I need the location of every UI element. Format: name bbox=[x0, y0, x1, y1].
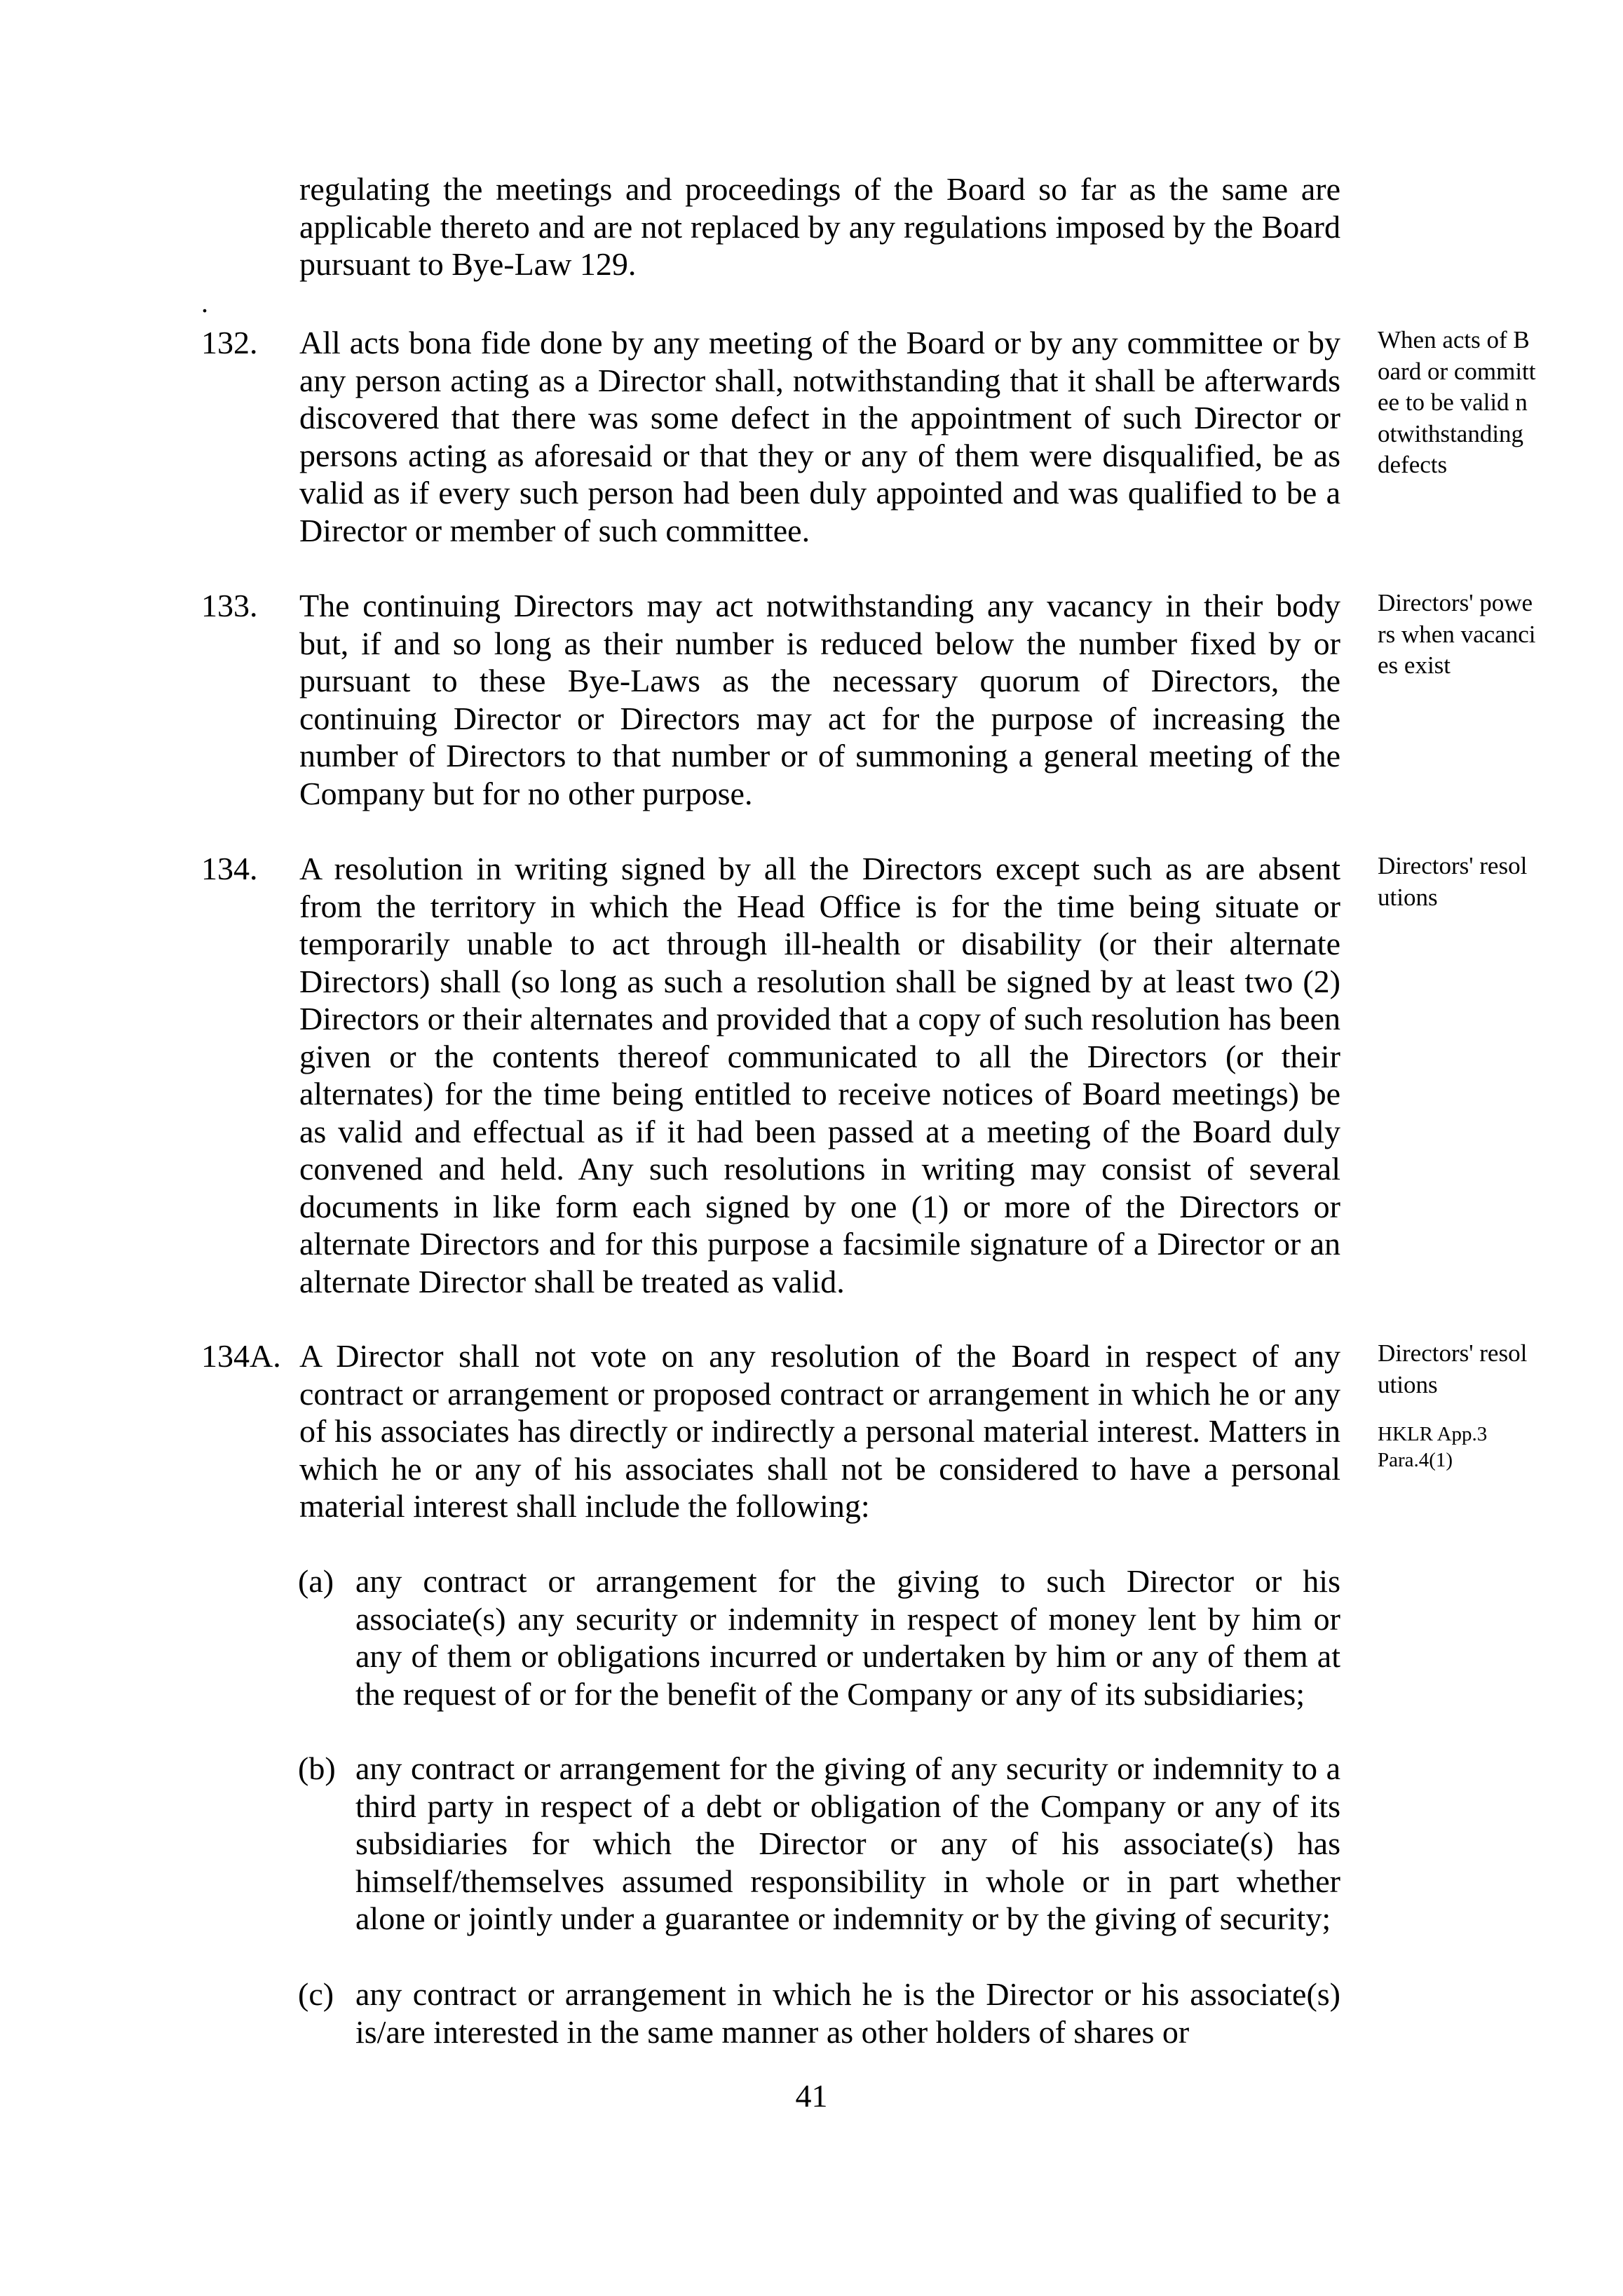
continuation-paragraph: regulating the meetings and proceedings of the Board so far as the same are applicable thereto and are not replaced by any regulations imposed by the Board pursuant to Bye-Law 129. bbox=[299, 171, 1340, 282]
clause-number-132: 132. bbox=[201, 325, 258, 360]
subclause-text-c: any contract or arrangement in which he is the Director or his associate(s) is/are interested in the same manner as other holders of shares or bbox=[355, 1976, 1340, 2050]
clause-number-134a: 134A. bbox=[201, 1338, 281, 1374]
subclause-label-b: (b) bbox=[298, 1750, 336, 1786]
clause-text-134: A resolution in writing signed by all the Directors except such as are absent from the territory in which the Head Office is for the time being situate or temporarily unable to act through ill-health or disability (or their alternate Directors) shall (so long as such a resolution shall be signed by at least two (2) Directors or their alternates and provided that a copy of such resolution has been given or the contents thereof communicated to all the Directors (or their alternates) for the time being entitled to receive notices of Board meetings) be as valid and effectual as if it had been passed at a meeting of the Board duly convened and held. Any such resolutions in writing may consist of several documents in like form each signed by one (1) or more of the Directors or alternate Directors and for this purpose a facsimile signature of a Director or an alternate Director shall be treated as valid. bbox=[299, 851, 1340, 1299]
margin-note-132: When acts of Board or committee to be valid notwithstanding defects bbox=[1378, 326, 1536, 478]
subclause-label-c: (c) bbox=[298, 1976, 334, 2012]
clause-number-133: 133. bbox=[201, 588, 258, 623]
subclause-label-a: (a) bbox=[298, 1563, 334, 1599]
clause-text-134a: A Director shall not vote on any resolution of the Board in respect of any contract or arrangement or proposed contract or arrangement in which he or any of his associates has directly or indirectly a personal material interest. Matters in which he or any of his associates shall not be considered to have a personal material interest shall include the following: bbox=[299, 1338, 1340, 1524]
clause-number-134: 134. bbox=[201, 851, 258, 886]
clause-text-133: The continuing Directors may act notwithstanding any vacancy in their body but, if and so long as their number is reduced below the number fixed by or pursuant to these Bye-Laws as the necessary quorum of Directors, the continuing Director or Directors may act for the purpose of increasing the number of Directors to that number or of summoning a general meeting of the Company but for no other purpose. bbox=[299, 588, 1340, 811]
page-number: 41 bbox=[795, 2078, 828, 2114]
margin-note-134a: Directors' resolutions bbox=[1378, 1339, 1528, 1398]
stray-mark: . bbox=[201, 287, 208, 318]
margin-note-133: Directors' powers when vacancies exist bbox=[1378, 589, 1536, 679]
subclause-text-b: any contract or arrangement for the giving of any security or indemnity to a third party in respect of a debt or obligation of the Company or any of its subsidiaries for which the Director or any of his associate(s) has himself/themselves assumed responsibility in whole or in part whether alone or jointly under a guarantee or indemnity or by the giving of security; bbox=[355, 1750, 1340, 1936]
clause-text-132: All acts bona fide done by any meeting of the Board or by any committee or by any person acting as a Director shall, notwithstanding that it shall be afterwards discovered that there was some defect in the appointment of such Director or persons acting as aforesaid or that they or any of them were disqualified, be as valid as if every such person had been duly appointed and was qualified to be a Director or member of such committee. bbox=[299, 325, 1340, 548]
margin-note-134: Directors' resolutions bbox=[1378, 852, 1528, 911]
subclause-text-a: any contract or arrangement for the giving to such Director or his associate(s) any security or indemnity in respect of money lent by him or any of them or obligations incurred or undertaken by him or any of them at the request of or for the benefit of the Company or any of its subsidiaries; bbox=[355, 1563, 1340, 1712]
margin-reference-134a: HKLR App.3 Para.4(1) bbox=[1378, 1423, 1488, 1471]
